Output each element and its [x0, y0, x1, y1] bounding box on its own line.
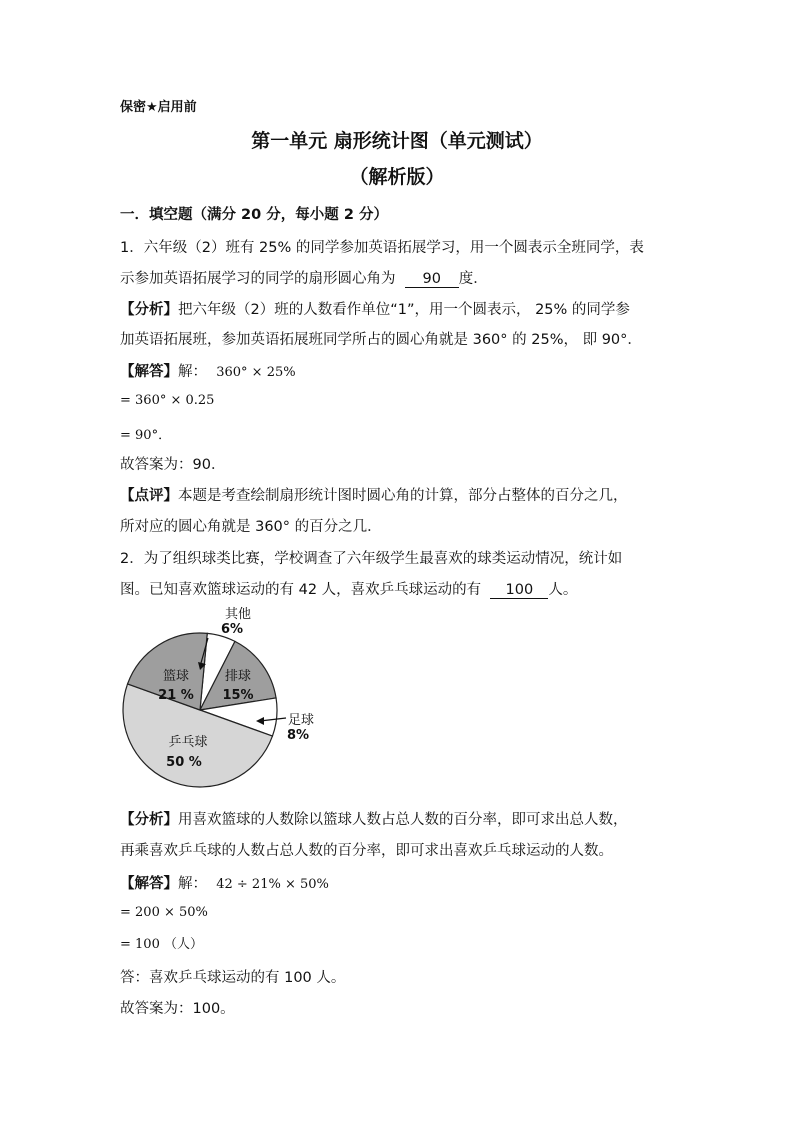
q2-solution-tag: 【解答】 [120, 876, 178, 892]
q2-line2-text: 图。已知喜欢篮球运动的有 42 人，喜欢乒乓球运动的有 [120, 582, 482, 598]
q2-analysis-text1: 用喜欢篮球的人数除以篮球人数占总人数的百分率，即可求出总人数， [178, 812, 628, 828]
pie-value-1: 15% [222, 688, 254, 703]
q1-line2-text: 示参加英语拓展学习的同学的扇形圆心角为 [120, 271, 396, 287]
q2-step3 [120, 933, 203, 952]
q2-final-answer: 故答案为：100。 [120, 1001, 235, 1017]
q1-solution-line [120, 360, 296, 381]
section-heading-fill-in: 一．填空题（满分 20 分，每小题 2 分） [120, 207, 388, 223]
q2-solution-line [120, 872, 329, 893]
pie-label-4: 篮球 [162, 669, 190, 684]
confidential-label: 保密★启用前 [120, 100, 197, 115]
q1-line2-suffix: 度． [458, 271, 488, 287]
q1-comment-tag: 【点评】 [120, 488, 178, 504]
document-subtitle: （解析版） [349, 166, 445, 188]
q2-solution-head: 解： [178, 876, 207, 892]
pie-label-1: 排球 [224, 669, 252, 684]
pie-chart [110, 600, 330, 800]
q1-step3: = 90°． [120, 428, 172, 443]
pie-value-2: 8% [286, 728, 310, 743]
q1-comment-text1: 本题是考查绘制扇形统计图时圆心角的计算，部分占整体的百分之几， [178, 488, 628, 504]
q2-analysis-line1 [120, 808, 628, 829]
pie-value-0: 6% [220, 622, 244, 637]
q1-analysis-line1 [120, 298, 630, 319]
q2-line2-suffix: 人。 [548, 582, 578, 598]
q2-solution-expression: 42 ÷ 21% × 50% [216, 877, 329, 892]
q1-analysis-text1: 把六年级（2）班的人数看作单位“1”，用一个圆表示， 25% 的同学参 [178, 302, 630, 318]
q2-step2: = 200 × 50% [120, 905, 208, 920]
q2-line2 [120, 578, 577, 599]
q2-answer-sentence: 答：喜欢乒乓球运动的有 100 人。 [120, 970, 346, 986]
q2-analysis-tag: 【分析】 [120, 812, 178, 828]
q2-step3-text: = 100 （人） [120, 937, 203, 952]
q1-solution-tag: 【解答】 [120, 364, 178, 380]
q1-comment-line2: 所对应的圆心角就是 360° 的百分之几． [120, 519, 382, 535]
q1-solution-head: 解： [178, 364, 207, 380]
q1-analysis-tag: 【分析】 [120, 302, 178, 318]
pie-label-0: 其他 [224, 607, 252, 622]
q1-line1: 1．六年级（2）班有 25% 的同学参加英语拓展学习，用一个圆表示全班同学，表 [120, 240, 644, 256]
pie-label-2: 足球 [287, 713, 315, 728]
q2-line1: 2．为了组织球类比赛，学校调查了六年级学生最喜欢的球类运动情况，统计如 [120, 551, 623, 567]
q2-answer-blank: 100 [490, 582, 548, 599]
q1-step2: = 360° × 0.25 [120, 393, 215, 408]
pie-value-4: 21 % [158, 688, 194, 703]
q2-analysis-line2: 再乘喜欢乒乓球的人数占总人数的百分率，即可求出喜欢乒乓球运动的人数。 [120, 843, 613, 859]
q1-analysis-line2: 加英语拓展班，参加英语拓展班同学所占的圆心角就是 360° 的 25%， 即 90°． [120, 332, 642, 348]
q1-line2 [120, 267, 488, 288]
q1-final-answer: 故答案为：90． [120, 457, 226, 473]
q1-answer-blank: 90 [405, 271, 459, 288]
q1-solution-expression: 360° × 25% [216, 365, 296, 380]
document-title: 第一单元 扇形统计图（单元测试） [251, 130, 543, 152]
pie-label-3: 乒乓球 [168, 735, 208, 750]
q1-comment-line1 [120, 484, 628, 505]
pie-value-3: 50 % [166, 755, 202, 770]
